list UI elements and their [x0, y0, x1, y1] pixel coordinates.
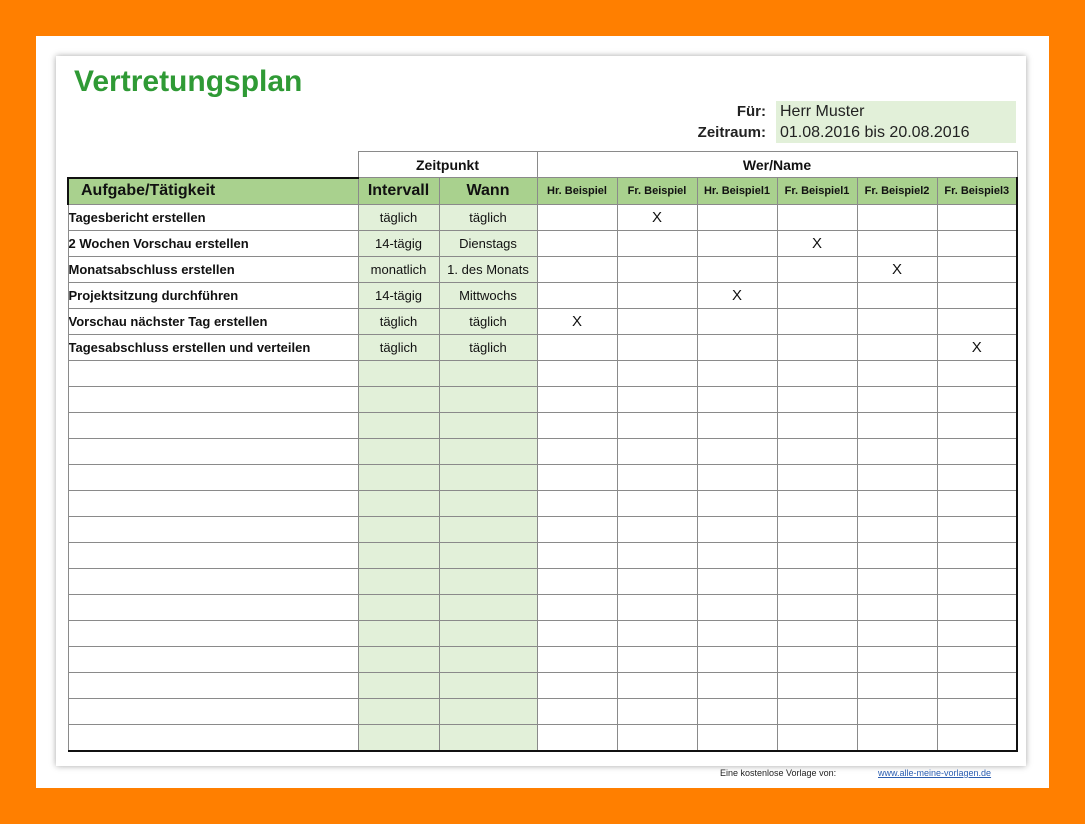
- table-row: [68, 724, 1017, 751]
- person-mark-cell[interactable]: [857, 698, 937, 724]
- table-row: [68, 568, 1017, 594]
- person-mark-cell[interactable]: [697, 360, 777, 386]
- person-mark-cell[interactable]: [937, 490, 1017, 516]
- wann-cell[interactable]: [439, 568, 537, 594]
- person-mark-cell[interactable]: [937, 646, 1017, 672]
- person-mark-cell[interactable]: [697, 568, 777, 594]
- table-row: [68, 230, 1017, 256]
- person-mark-cell[interactable]: [937, 386, 1017, 412]
- intervall-cell[interactable]: monatlich: [358, 256, 439, 282]
- person-mark-cell[interactable]: X: [697, 282, 777, 308]
- person-mark-cell[interactable]: [697, 438, 777, 464]
- person-mark-cell[interactable]: [697, 334, 777, 360]
- task-cell[interactable]: [68, 516, 358, 542]
- person-mark-cell[interactable]: [777, 256, 857, 282]
- person-mark-cell[interactable]: [537, 568, 617, 594]
- person-mark-cell[interactable]: [777, 308, 857, 334]
- person-mark-cell[interactable]: [937, 308, 1017, 334]
- wann-cell[interactable]: [439, 464, 537, 490]
- person-mark-cell[interactable]: [537, 386, 617, 412]
- wann-cell[interactable]: Mittwochs: [439, 282, 537, 308]
- person-mark-cell[interactable]: [857, 542, 937, 568]
- person-mark-cell[interactable]: [617, 620, 697, 646]
- person-mark-cell[interactable]: [697, 412, 777, 438]
- person-mark-cell[interactable]: [697, 542, 777, 568]
- person-mark-cell[interactable]: [617, 360, 697, 386]
- person-mark-cell[interactable]: [617, 594, 697, 620]
- person-mark-cell[interactable]: [537, 464, 617, 490]
- person-mark-cell[interactable]: [537, 412, 617, 438]
- person-mark-cell[interactable]: [697, 724, 777, 751]
- wann-cell[interactable]: [439, 724, 537, 751]
- task-cell[interactable]: Monatsabschluss erstellen: [68, 256, 358, 282]
- person-mark-cell[interactable]: [937, 724, 1017, 751]
- person-mark-cell[interactable]: [617, 334, 697, 360]
- person-mark-cell[interactable]: [697, 516, 777, 542]
- person-mark-cell[interactable]: [777, 672, 857, 698]
- person-mark-cell[interactable]: [617, 542, 697, 568]
- person-mark-cell[interactable]: [777, 594, 857, 620]
- person-mark-cell[interactable]: [857, 360, 937, 386]
- table-row: [68, 256, 1017, 282]
- wann-cell[interactable]: [439, 672, 537, 698]
- person-mark-cell[interactable]: [857, 412, 937, 438]
- intervall-cell[interactable]: [358, 646, 439, 672]
- task-cell[interactable]: [68, 386, 358, 412]
- table-row: [68, 334, 1017, 360]
- task-cell[interactable]: [68, 568, 358, 594]
- person-mark-cell[interactable]: [537, 360, 617, 386]
- person-mark-cell[interactable]: [857, 724, 937, 751]
- person-mark-cell[interactable]: [697, 594, 777, 620]
- task-cell[interactable]: Projektsitzung durchführen: [68, 282, 358, 308]
- column-header-intervall: Intervall: [358, 178, 439, 205]
- table-row: [68, 698, 1017, 724]
- person-mark-cell[interactable]: [777, 282, 857, 308]
- person-mark-cell[interactable]: [697, 698, 777, 724]
- wann-cell[interactable]: [439, 438, 537, 464]
- column-header-wann: Wann: [439, 178, 537, 205]
- wann-cell[interactable]: [439, 698, 537, 724]
- page-frame: [36, 36, 1049, 788]
- intervall-cell[interactable]: täglich: [358, 204, 439, 230]
- task-cell[interactable]: Tagesbericht erstellen: [68, 204, 358, 230]
- page-title: Vertretungsplan: [74, 65, 303, 98]
- wann-cell[interactable]: täglich: [439, 204, 537, 230]
- table-row: [68, 542, 1017, 568]
- fuer-label: Für:: [736, 103, 766, 120]
- person-mark-cell[interactable]: X: [937, 334, 1017, 360]
- person-mark-cell[interactable]: [617, 256, 697, 282]
- person-mark-cell[interactable]: [937, 672, 1017, 698]
- person-mark-cell[interactable]: [777, 542, 857, 568]
- person-mark-cell[interactable]: [857, 490, 937, 516]
- person-mark-cell[interactable]: [617, 386, 697, 412]
- person-mark-cell[interactable]: [777, 360, 857, 386]
- intervall-cell[interactable]: [358, 542, 439, 568]
- intervall-cell[interactable]: [358, 620, 439, 646]
- person-mark-cell[interactable]: [697, 464, 777, 490]
- task-cell[interactable]: [68, 672, 358, 698]
- person-mark-cell[interactable]: [537, 620, 617, 646]
- person-mark-cell[interactable]: [537, 542, 617, 568]
- wann-cell[interactable]: [439, 490, 537, 516]
- person-mark-cell[interactable]: [617, 672, 697, 698]
- wann-cell[interactable]: [439, 386, 537, 412]
- person-mark-cell[interactable]: [937, 438, 1017, 464]
- person-mark-cell[interactable]: [937, 230, 1017, 256]
- group-header-wer-name: Wer/Name: [537, 152, 1017, 178]
- table-row: [68, 360, 1017, 386]
- person-mark-cell[interactable]: [777, 204, 857, 230]
- person-mark-cell[interactable]: X: [617, 204, 697, 230]
- wann-cell[interactable]: [439, 360, 537, 386]
- person-mark-cell[interactable]: [937, 204, 1017, 230]
- wann-cell[interactable]: 1. des Monats: [439, 256, 537, 282]
- person-mark-cell[interactable]: [937, 516, 1017, 542]
- person-mark-cell[interactable]: [697, 308, 777, 334]
- person-mark-cell[interactable]: [697, 204, 777, 230]
- person-mark-cell[interactable]: [777, 568, 857, 594]
- person-mark-cell[interactable]: [537, 490, 617, 516]
- person-mark-cell[interactable]: [777, 490, 857, 516]
- person-mark-cell[interactable]: [937, 464, 1017, 490]
- person-mark-cell[interactable]: [617, 516, 697, 542]
- person-mark-cell[interactable]: [937, 698, 1017, 724]
- person-mark-cell[interactable]: [537, 438, 617, 464]
- person-mark-cell[interactable]: [617, 412, 697, 438]
- person-mark-cell[interactable]: [857, 438, 937, 464]
- person-mark-cell[interactable]: [777, 412, 857, 438]
- person-mark-cell[interactable]: [857, 672, 937, 698]
- person-mark-cell[interactable]: [937, 360, 1017, 386]
- person-mark-cell[interactable]: [857, 646, 937, 672]
- person-mark-cell[interactable]: [937, 256, 1017, 282]
- column-header-person: Fr. Beispiel2: [857, 178, 937, 205]
- intervall-cell[interactable]: [358, 360, 439, 386]
- wann-cell[interactable]: [439, 594, 537, 620]
- person-mark-cell[interactable]: [777, 334, 857, 360]
- person-mark-cell[interactable]: [537, 334, 617, 360]
- person-mark-cell[interactable]: [777, 620, 857, 646]
- group-header-row: [68, 152, 1017, 178]
- table-row: [68, 464, 1017, 490]
- person-mark-cell[interactable]: [777, 724, 857, 751]
- fuer-value[interactable]: Herr Muster: [776, 101, 1016, 122]
- person-mark-cell[interactable]: [697, 646, 777, 672]
- intervall-cell[interactable]: täglich: [358, 334, 439, 360]
- person-mark-cell[interactable]: [697, 490, 777, 516]
- person-mark-cell[interactable]: [857, 334, 937, 360]
- task-cell[interactable]: [68, 724, 358, 751]
- group-header-blank: [68, 152, 358, 178]
- intervall-cell[interactable]: [358, 724, 439, 751]
- person-mark-cell[interactable]: [537, 230, 617, 256]
- zeitraum-label: Zeitraum:: [697, 124, 766, 141]
- intervall-cell[interactable]: [358, 672, 439, 698]
- person-mark-cell[interactable]: [937, 594, 1017, 620]
- person-mark-cell[interactable]: [857, 594, 937, 620]
- zeitraum-value[interactable]: 01.08.2016 bis 20.08.2016: [776, 122, 1016, 143]
- person-mark-cell[interactable]: [697, 230, 777, 256]
- person-mark-cell[interactable]: [617, 568, 697, 594]
- person-mark-cell[interactable]: X: [857, 256, 937, 282]
- wann-cell[interactable]: täglich: [439, 334, 537, 360]
- person-mark-cell[interactable]: [857, 464, 937, 490]
- table-row: [68, 516, 1017, 542]
- person-mark-cell[interactable]: [537, 672, 617, 698]
- task-cell[interactable]: Vorschau nächster Tag erstellen: [68, 308, 358, 334]
- person-mark-cell[interactable]: [617, 438, 697, 464]
- intervall-cell[interactable]: [358, 386, 439, 412]
- intervall-cell[interactable]: [358, 412, 439, 438]
- intervall-cell[interactable]: [358, 594, 439, 620]
- person-mark-cell[interactable]: [857, 620, 937, 646]
- person-mark-cell[interactable]: [857, 568, 937, 594]
- task-cell[interactable]: [68, 594, 358, 620]
- table-row: [68, 438, 1017, 464]
- task-cell[interactable]: [68, 698, 358, 724]
- intervall-cell[interactable]: [358, 516, 439, 542]
- person-mark-cell[interactable]: [857, 386, 937, 412]
- table-row: [68, 282, 1017, 308]
- person-mark-cell[interactable]: [697, 256, 777, 282]
- table-row: [68, 386, 1017, 412]
- wann-cell[interactable]: Dienstags: [439, 230, 537, 256]
- intervall-cell[interactable]: [358, 490, 439, 516]
- intervall-cell[interactable]: [358, 438, 439, 464]
- intervall-cell[interactable]: [358, 464, 439, 490]
- task-cell[interactable]: [68, 464, 358, 490]
- person-mark-cell[interactable]: [777, 698, 857, 724]
- wann-cell[interactable]: täglich: [439, 308, 537, 334]
- person-mark-cell[interactable]: [937, 412, 1017, 438]
- wann-cell[interactable]: [439, 412, 537, 438]
- column-header-task: Aufgabe/Tätigkeit: [68, 178, 358, 205]
- task-cell[interactable]: Tagesabschluss erstellen und verteilen: [68, 334, 358, 360]
- person-mark-cell[interactable]: [857, 308, 937, 334]
- person-mark-cell[interactable]: [777, 386, 857, 412]
- person-mark-cell[interactable]: [617, 646, 697, 672]
- task-cell[interactable]: [68, 412, 358, 438]
- person-mark-cell[interactable]: [777, 516, 857, 542]
- table-row: [68, 204, 1017, 230]
- person-mark-cell[interactable]: [617, 724, 697, 751]
- person-mark-cell[interactable]: [697, 386, 777, 412]
- table-row: [68, 308, 1017, 334]
- person-mark-cell[interactable]: [697, 620, 777, 646]
- person-mark-cell[interactable]: [697, 672, 777, 698]
- person-mark-cell[interactable]: [617, 490, 697, 516]
- substitution-table: [67, 151, 1018, 752]
- task-cell[interactable]: [68, 490, 358, 516]
- intervall-cell[interactable]: 14-tägig: [358, 230, 439, 256]
- person-mark-cell[interactable]: [777, 438, 857, 464]
- person-mark-cell[interactable]: [937, 620, 1017, 646]
- column-header-person: Fr. Beispiel1: [777, 178, 857, 205]
- person-mark-cell[interactable]: [937, 282, 1017, 308]
- table-row: [68, 672, 1017, 698]
- person-mark-cell[interactable]: [537, 698, 617, 724]
- footer-text: Eine kostenlose Vorlage von:: [720, 768, 837, 778]
- person-mark-cell[interactable]: [617, 230, 697, 256]
- task-cell[interactable]: [68, 360, 358, 386]
- column-header-row: [68, 178, 1017, 205]
- column-header-person: Fr. Beispiel: [617, 178, 697, 205]
- person-mark-cell[interactable]: [857, 230, 937, 256]
- person-mark-cell[interactable]: X: [537, 308, 617, 334]
- table-row: [68, 646, 1017, 672]
- task-cell[interactable]: [68, 542, 358, 568]
- person-mark-cell[interactable]: [937, 542, 1017, 568]
- person-mark-cell[interactable]: [857, 282, 937, 308]
- wann-cell[interactable]: [439, 542, 537, 568]
- task-cell[interactable]: [68, 646, 358, 672]
- footer-link[interactable]: www.alle-meine-vorlagen.de: [878, 768, 992, 778]
- person-mark-cell[interactable]: [857, 204, 937, 230]
- column-header-person: Hr. Beispiel1: [697, 178, 777, 205]
- wann-cell[interactable]: [439, 646, 537, 672]
- person-mark-cell[interactable]: [537, 646, 617, 672]
- person-mark-cell[interactable]: X: [777, 230, 857, 256]
- spreadsheet-sheet: [56, 56, 1026, 778]
- task-cell[interactable]: 2 Wochen Vorschau erstellen: [68, 230, 358, 256]
- person-mark-cell[interactable]: [937, 568, 1017, 594]
- person-mark-cell[interactable]: [617, 464, 697, 490]
- column-header-person: Fr. Beispiel3: [937, 178, 1017, 205]
- person-mark-cell[interactable]: [537, 516, 617, 542]
- person-mark-cell[interactable]: [537, 204, 617, 230]
- person-mark-cell[interactable]: [857, 516, 937, 542]
- person-mark-cell[interactable]: [617, 308, 697, 334]
- person-mark-cell[interactable]: [777, 646, 857, 672]
- person-mark-cell[interactable]: [777, 464, 857, 490]
- table-row: [68, 412, 1017, 438]
- footer-link-wrap: [878, 768, 991, 778]
- person-mark-cell[interactable]: [617, 698, 697, 724]
- person-mark-cell[interactable]: [537, 724, 617, 751]
- intervall-cell[interactable]: [358, 698, 439, 724]
- group-header-zeitpunkt: Zeitpunkt: [358, 152, 537, 178]
- task-cell[interactable]: [68, 620, 358, 646]
- intervall-cell[interactable]: 14-tägig: [358, 282, 439, 308]
- table-row: [68, 594, 1017, 620]
- task-cell[interactable]: [68, 438, 358, 464]
- intervall-cell[interactable]: täglich: [358, 308, 439, 334]
- person-mark-cell[interactable]: [537, 256, 617, 282]
- person-mark-cell[interactable]: [617, 282, 697, 308]
- person-mark-cell[interactable]: [537, 594, 617, 620]
- table-row: [68, 620, 1017, 646]
- wann-cell[interactable]: [439, 516, 537, 542]
- person-mark-cell[interactable]: [537, 282, 617, 308]
- column-header-person: Hr. Beispiel: [537, 178, 617, 205]
- wann-cell[interactable]: [439, 620, 537, 646]
- table-row: [68, 490, 1017, 516]
- intervall-cell[interactable]: [358, 568, 439, 594]
